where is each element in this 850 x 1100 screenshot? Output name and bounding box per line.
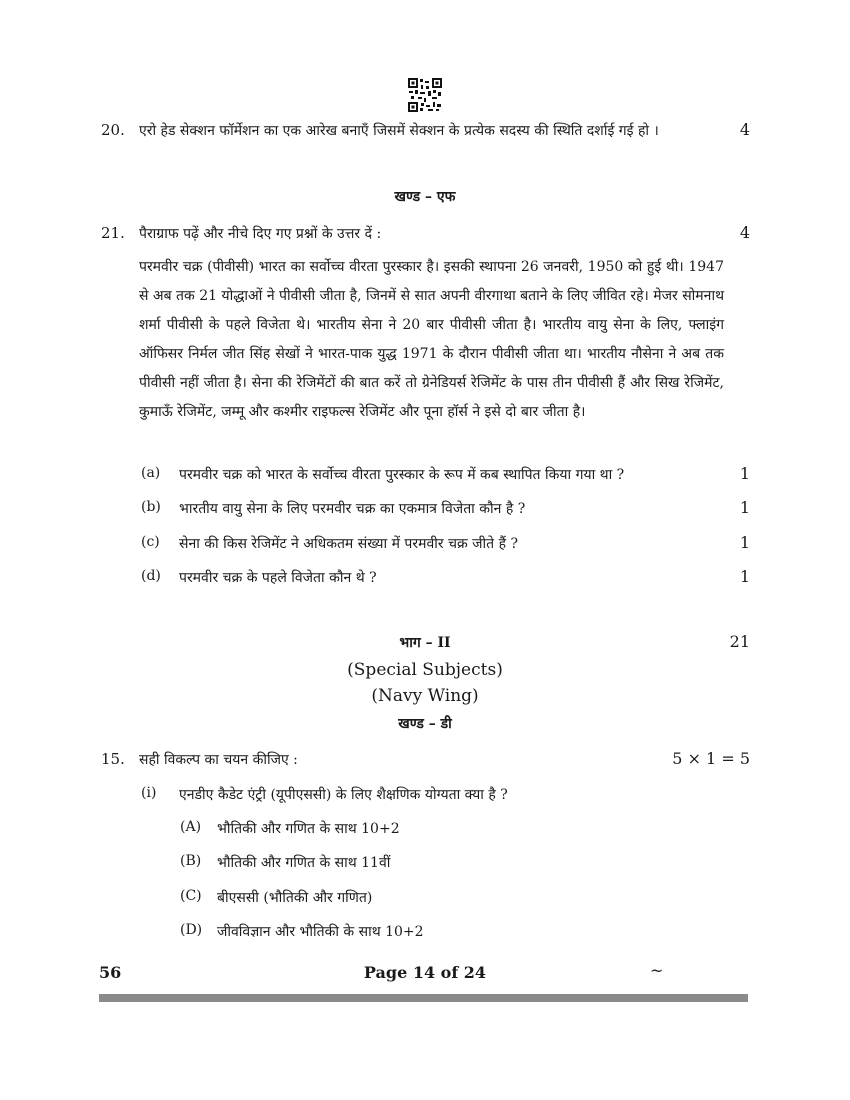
marks: 5 × 1 = 5 [672, 749, 750, 768]
sub-question-label: (a) [141, 465, 161, 481]
marks: 4 [739, 223, 750, 242]
question-text: सही विकल्प का चयन कीजिए : [139, 752, 298, 768]
sub-question-text: सेना की किस रेजिमेंट ने अधिकतम संख्या में परमवीर चक्र जीते हैं ? [179, 536, 518, 552]
part-heading: भाग – II [399, 635, 451, 651]
question-instruction: पैराग्राफ पढ़ें और नीचे दिए गए प्रश्नों के उत्तर दें : [139, 226, 382, 242]
marks: 1 [739, 533, 750, 552]
question-text: एरो हेड सेक्शन फॉर्मेशन का एक आरेख बनाएँ जिसमें सेक्शन के प्रत्येक सदस्य की स्थिति दर्शाई गई हो । [139, 123, 659, 139]
question-number: 20. [101, 121, 125, 139]
part-subtitle: (Navy Wing) [371, 686, 479, 706]
option-label: (A) [180, 819, 202, 835]
page-number: Page 14 of 24 [363, 963, 487, 982]
paragraph: परमवीर चक्र (पीवीसी) भारत का सर्वोच्च वीरता पुरस्कार है। इसकी स्थापना 26 जनवरी, 1950 को हुई थी। 1947 से अब तक 21 योद्धाओं ने पीवीसी जीता है, जिनमें से सात अपनी वीरगाथा बताने के लिए जीवित रहे। मेजर सोमनाथ शर्मा पीवीसी के पहले विजेता थे। भारतीय सेना ने 20 बार पीवीसी जीता है। भारतीय वायु सेना के लिए, फ्लाइंग ऑफिसर निर्मल जीत सिंह सेखों ने भारत-पाक युद्ध 1971 के दौरान पीवीसी जीता था। भारतीय नौसेना ने अब तक पीवीसी नहीं जीता है। सेना की रेजिमेंटों की बात करें तो ग्रेनेडियर्स रेजिमेंट के पास तीन पीवीसी हैं और सिख रेजिमेंट, कुमाऊँ रेजिमेंट, जम्मू और कश्मीर राइफल्स रेजिमेंट और पूना हॉर्स ने इसे दो बार जीता है। [139, 259, 725, 420]
part-subtitle: (Special Subjects) [347, 660, 503, 680]
footer-mark: ~ [650, 961, 664, 980]
marks: 1 [739, 498, 750, 517]
sub-question-text: एनडीए कैडेट एंट्री (यूपीएससी) के लिए शैक्षणिक योग्यता क्या है ? [179, 787, 508, 803]
option-text: बीएससी (भौतिकी और गणित) [217, 890, 373, 906]
sub-question-label: (b) [141, 499, 161, 515]
option-text: भौतिकी और गणित के साथ 10+2 [217, 821, 400, 837]
section-heading: खण्ड – एफ [394, 189, 456, 205]
question-number: 21. [101, 224, 125, 242]
sub-question-text: भारतीय वायु सेना के लिए परमवीर चक्र का एकमात्र विजेता कौन है ? [179, 501, 526, 517]
sub-question-label: (c) [141, 534, 160, 550]
option-text: जीवविज्ञान और भौतिकी के साथ 10+2 [217, 924, 424, 940]
question-number: 15. [101, 750, 125, 768]
option-label: (B) [180, 853, 202, 869]
sub-question-label: (i) [141, 785, 157, 801]
part-marks: 21 [729, 632, 750, 651]
marks: 4 [739, 120, 750, 139]
qr-code [408, 78, 442, 112]
option-label: (C) [180, 888, 202, 904]
paper-code: 56 [99, 963, 122, 982]
option-label: (D) [180, 922, 203, 938]
marks: 1 [739, 464, 750, 483]
sub-question-text: परमवीर चक्र के पहले विजेता कौन थे ? [179, 570, 377, 586]
option-text: भौतिकी और गणित के साथ 11वीं [217, 855, 391, 871]
marks: 1 [739, 567, 750, 586]
sub-question-label: (d) [141, 568, 161, 584]
sub-question-text: परमवीर चक्र को भारत के सर्वोच्च वीरता पुरस्कार के रूप में कब स्थापित किया गया था ? [179, 467, 625, 483]
footer-divider [99, 994, 748, 1002]
section-heading: खण्ड – डी [398, 716, 452, 732]
